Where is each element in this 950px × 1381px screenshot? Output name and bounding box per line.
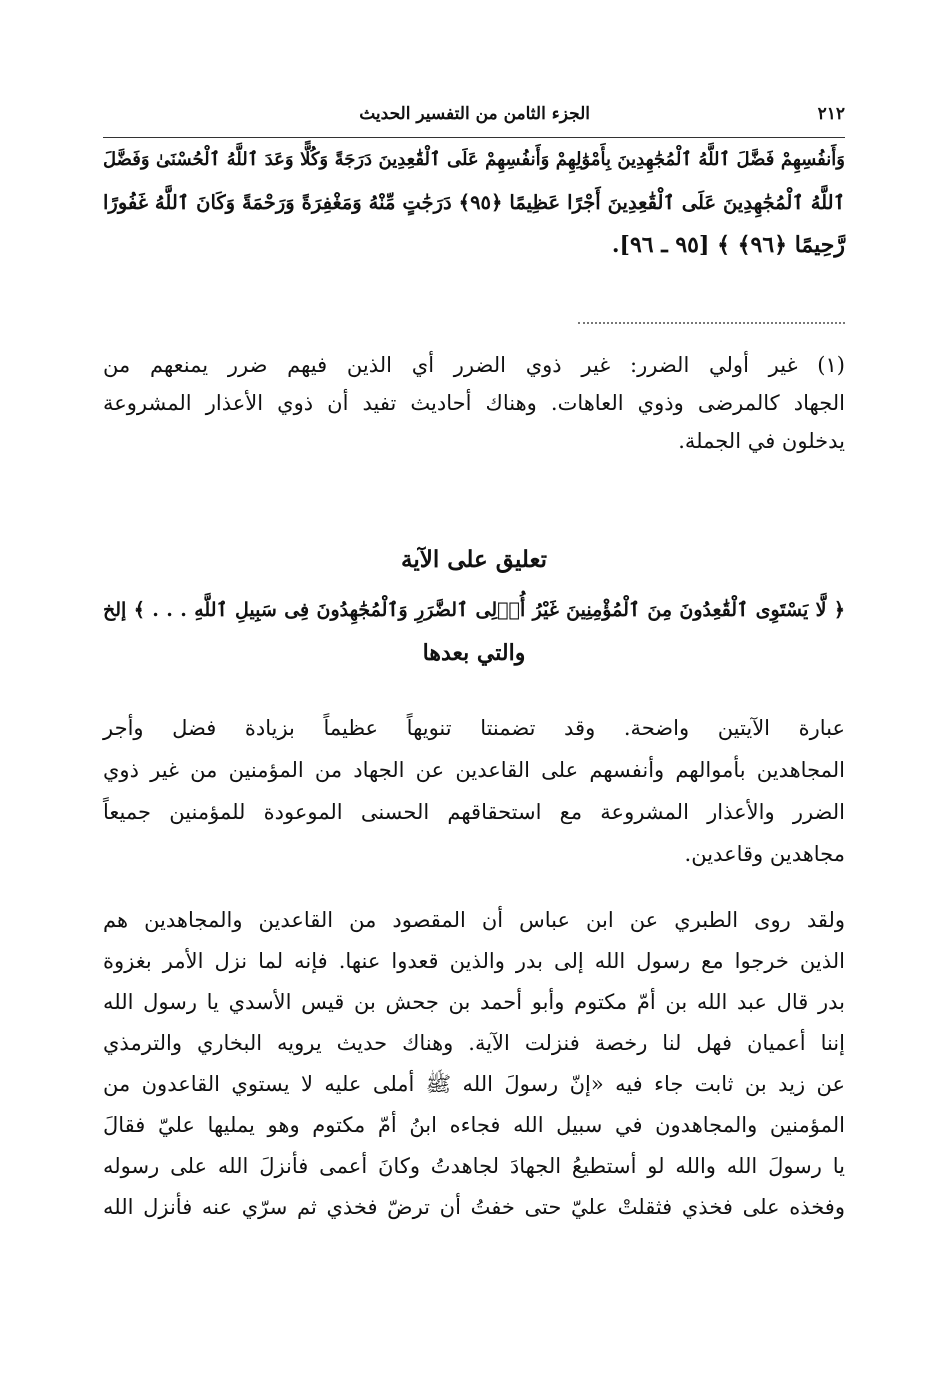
paragraph-line: المؤمنين والمجاهدون في سبيل الله فجاءه ابنُ أمّ مكتوم وهو يمليها عليّ فقالَ [103,1113,845,1137]
verse-line: وَأَنفُسِهِمْ فَضَّلَ ٱللَّهُ ٱلْمُجَٰهِدِينَ بِأَمْوَٰلِهِمْ وَأَنفُسِهِمْ عَلَى ٱلْقَٰعِدِينَ دَرَجَةً وَكُلًّا وَعَدَ ٱللَّهُ ٱلْحُسْنَىٰ وَفَضَّلَ [103,149,845,170]
paragraph-line: عن زيد بن ثابت جاء فيه «إنّ رسولَ الله ﷺ أملى عليه لا يستوي القاعدون من [103,1072,845,1096]
footnote-separator [578,322,845,324]
header-rule [103,137,845,138]
paragraph-line: الضرر والأعذار المشروعة مع استحقاقهم الحسنى الموعودة للمؤمنين جميعاً [103,800,845,824]
paragraph-line: وفخذه على فخذي فثقلتْ عليّ حتى خفتُ أن ترضّ فخذي ثم سرّي عنه فأنزل الله [103,1195,845,1219]
page-header [103,100,845,130]
paragraph-line: عبارة الآيتين واضحة. وقد تضمنتا تنويهاً عظيماً بزيادة فضل وأجر [103,716,845,740]
verse-line: رَّحِيمًا ﴿٩٦﴾ ﴾ [٩٥ ـ ٩٦]. [611,232,845,258]
paragraph-line: ولقد روى الطبري عن ابن عباس أن المقصود من القاعدين والمجاهدين هم [103,908,845,932]
footnote-line: الجهاد كالمرضى وذوي العاهات. وهناك أحاديث تفيد أن ذوي الأعذار المشروعة [103,391,845,415]
paragraph-line: إننا أعميان فهل لنا رخصة فنزلت الآية. وهناك حديث يرويه البخاري والترمذي [103,1031,845,1055]
section-heading: تعليق على الآية [401,546,547,573]
paragraph-line: يا رسولَ الله والله لو أستطيعُ الجهادَ لجاهدتُ وكانَ أعمى فأنزلَ الله على رسوله [103,1154,845,1178]
paragraph-line: الذين خرجوا مع رسول الله إلى بدر والذين قعدوا عنها. فإنه لما نزل الأمر بغزوة [103,949,845,973]
verse-line: ٱللَّهُ ٱلْمُجَٰهِدِينَ عَلَى ٱلْقَٰعِدِينَ أَجْرًا عَظِيمًا ﴿٩٥﴾ دَرَجَٰتٍ مِّنْهُ وَمَغْفِرَةً وَرَحْمَةً وَكَانَ ٱللَّهُ غَفُورًا [103,191,846,214]
footnote-line: يدخلون في الجملة. [678,429,845,453]
running-title: الجزء الثامن من التفسير الحديث [359,104,590,124]
paragraph-line: المجاهدين بأموالهم وأنفسهم على القاعدين عن الجهاد من المؤمنين من غير ذوي [103,758,845,782]
page-number: ٢١٢ [817,104,845,124]
paragraph-line: مجاهدين وقاعدين. [684,842,845,866]
section-subheading: والتي بعدها [422,640,526,666]
paragraph-line: بدر قال عبد الله بن أمّ مكتوم وأبو أحمد بن جحش بن قيس الأسدي يا رسول الله [103,990,845,1014]
section-verse: ﴿ لَّا يَسْتَوِى ٱلْقَٰعِدُونَ مِنَ ٱلْمُؤْمِنِينَ غَيْرُ أُو۟لِى ٱلضَّرَرِ وَٱلْمُجَٰهِدُونَ فِى سَبِيلِ ٱللَّهِ . . . ﴾ إلخ [103,599,845,621]
footnote-line: (١) غير أولي الضرر: غير ذوي الضرر أي الذين فيهم ضرر يمنعهم من [103,353,845,377]
